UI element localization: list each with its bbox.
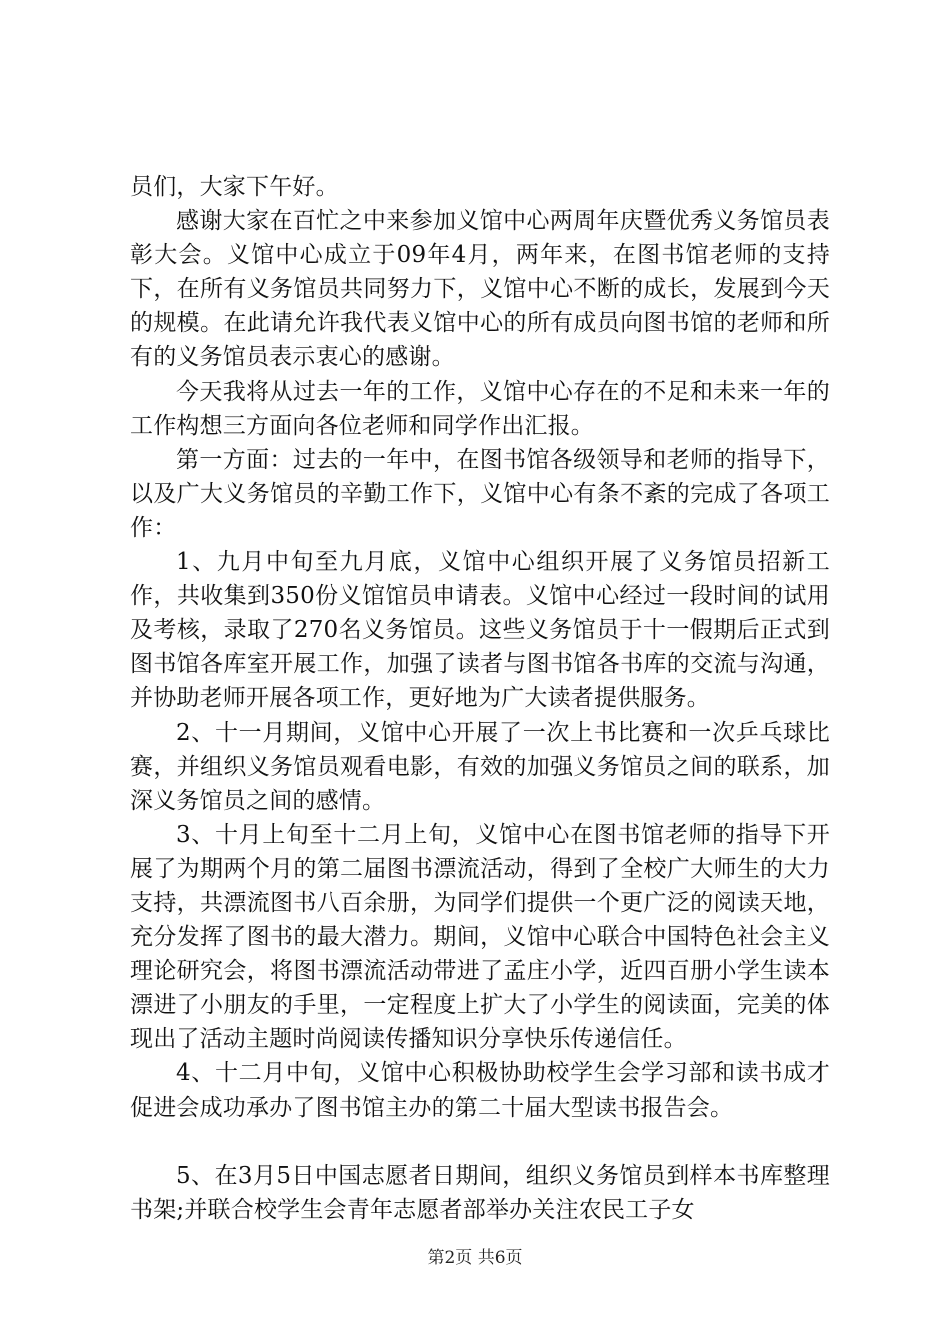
paragraph-greeting: 员们，大家下午好。: [130, 174, 339, 200]
paragraph-outline: 今天我将从过去一年的工作，义馆中心存在的不足和未来一年的工作构想三方面向各位老师和同学作出汇报。: [130, 378, 830, 439]
paragraph-item-3: 3、十月上旬至十二月上旬，义馆中心在图书馆老师的指导下开展了为期两个月的第二届图书漂流活动，得到了全校广大师生的大力支持，共漂流图书八百余册，为同学们提供一个更广泛的阅读天地，充分发挥了图书的最大潜力。期间，义馆中心联合中国特色社会主义理论研究会，将图书漂流活动带进了孟庄小学，近四百册小学生读本漂进了小朋友的手里，一定程度上扩大了小学生的阅读面，完美的体现出了活动主题时尚阅读传播知识分享快乐传递信任。: [130, 821, 830, 1053]
paragraph-section-one: 第一方面：过去的一年中，在图书馆各级领导和老师的指导下，以及广大义务馆员的辛勤工作下，义馆中心有条不紊的完成了各项工作：: [130, 446, 830, 541]
page-number: 第2页 共6页: [427, 1248, 523, 1268]
paragraph-item-5: 5、在3月5日中国志愿者日期间，组织义务馆员到样本书库整理书架;并联合校学生会青年志愿者部举办关注农民工子女: [130, 1162, 830, 1223]
paragraph-item-2: 2、十一月期间，义馆中心开展了一次上书比赛和一次乒乓球比赛，并组织义务馆员观看电影，有效的加强义务馆员之间的联系，加深义务馆员之间的感情。: [130, 719, 830, 814]
paragraph-item-1: 1、九月中旬至九月底，义馆中心组织开展了义务馆员招新工作，共收集到350份义馆馆员申请表。义馆中心经过一段时间的试用及考核，录取了270名义务馆员。这些义务馆员于十一假期后正式到图书馆各库室开展工作，加强了读者与图书馆各书库的交流与沟通，并协助老师开展各项工作，更好地为广大读者提供服务。: [130, 549, 830, 712]
paragraph-item-4: 4、十二月中旬，义馆中心积极协助校学生会学习部和读书成才促进会成功承办了图书馆主办的第二十届大型读书报告会。: [130, 1060, 830, 1121]
paragraph-thanks: 感谢大家在百忙之中来参加义馆中心两周年庆暨优秀义务馆员表彰大会。义馆中心成立于09年4月，两年来，在图书馆老师的支持下，在所有义务馆员共同努力下，义馆中心不断的成长，发展到今天的规模。在此请允许我代表义馆中心的所有成员向图书馆的老师和所有的义务馆员表示衷心的感谢。: [130, 208, 830, 371]
document-body: [130, 170, 830, 1227]
